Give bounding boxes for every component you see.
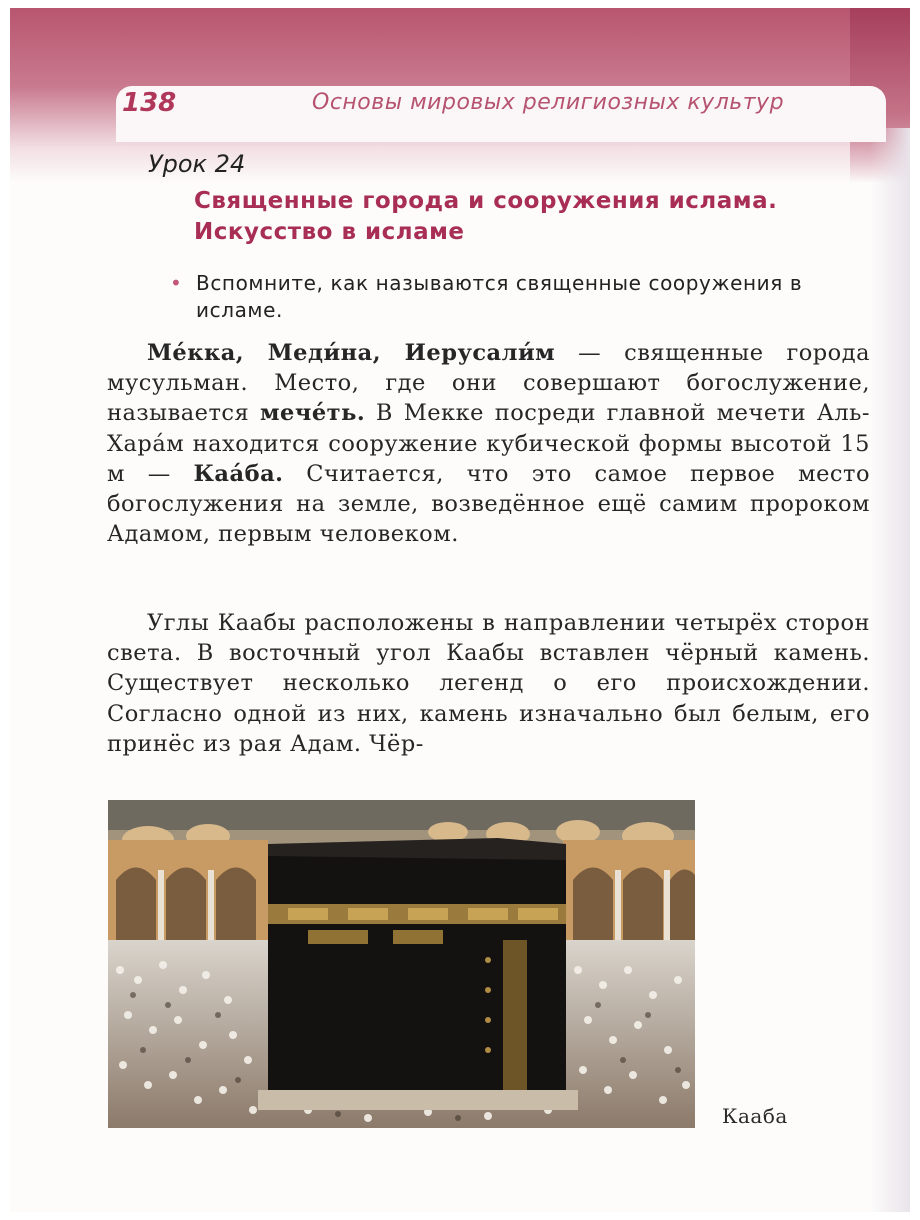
paragraph-1-text-b: В Мекке посреди главной мечети Аль-Хара́м находится сооружение кубической формы высотой 15 м —	[107, 400, 871, 487]
page-edge-shadow	[870, 128, 910, 1212]
lesson-title: Священные города и сооружения ислама. Искусство в исламе	[194, 188, 778, 245]
paragraph-2: Углы Каабы расположены в направлении четырёх сторон света. В восточный угол Каабы вставлен чёрный камень. Существует несколько легенд о его происхождении. Согласно одной из них, камень изначально был белым, его принёс из рая Адам. Чёр-	[107, 610, 870, 757]
page-number: 138	[122, 88, 177, 118]
bullet-icon: •	[170, 271, 183, 295]
kaaba-term: Каа́ба.	[193, 460, 284, 487]
question-text: Вспомните, как называются священные сооружения в исламе.	[196, 271, 803, 322]
lesson-number: Урок 24	[148, 150, 246, 178]
running-title: Основы мировых религиозных культур	[312, 90, 785, 115]
photo-caption: Кааба	[722, 1104, 788, 1128]
mosque-term: мече́ть.	[259, 400, 366, 427]
holy-cities-term: Ме́кка, Меди́на, Иерусали́м	[147, 340, 556, 366]
review-question	[170, 270, 870, 324]
paragraph-1-text-a: — священные города мусульман. Место, где они совершают богослужение, называется	[107, 340, 870, 427]
paragraph-1-text-c: Считается, что это самое первое место богослужения на земле, возведённое ещё самим пророком Адамом, первым человеком.	[107, 460, 870, 548]
paragraph-1	[107, 338, 870, 549]
kaaba-photo	[108, 800, 695, 1128]
